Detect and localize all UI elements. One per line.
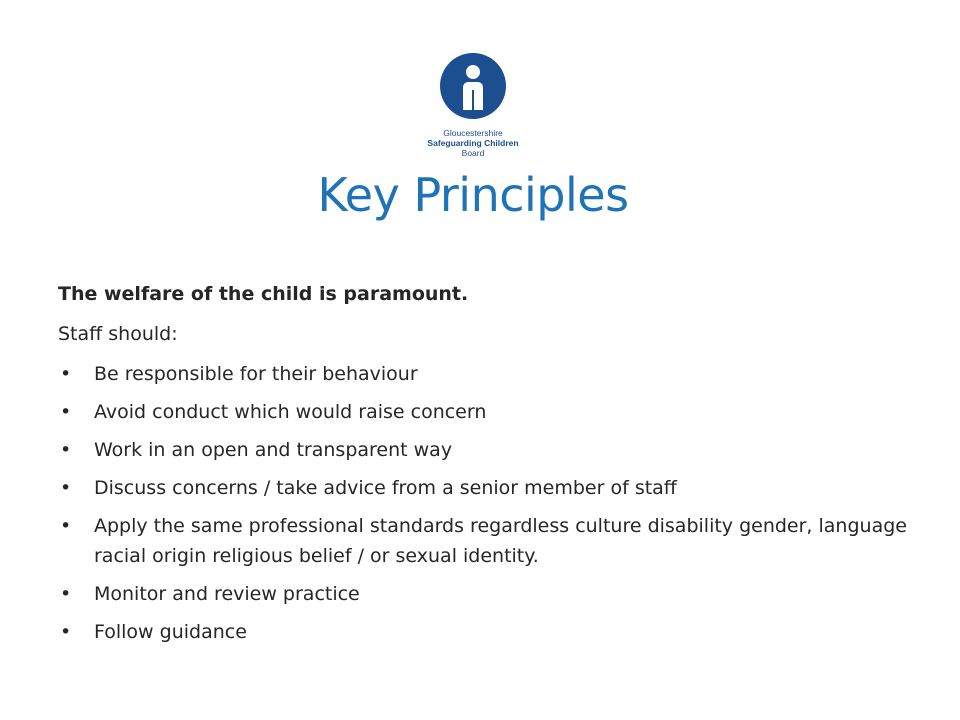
bullet-item (58, 617, 918, 647)
bullet-item (58, 473, 918, 503)
slide-title: Key Principles (317, 168, 629, 222)
slide-body (58, 280, 918, 655)
bullet-icon: • (60, 515, 72, 537)
bullet-icon: • (60, 621, 72, 643)
bullet-item (58, 359, 918, 389)
bullet-icon: • (60, 477, 72, 499)
bullet-icon: • (60, 401, 72, 423)
bullet-text: Apply the same professional standards regardless culture disability gender, language racial origin religious belief / or sexual identity. (94, 515, 907, 567)
bullet-icon: • (60, 583, 72, 605)
bullet-text: Avoid conduct which would raise concern (94, 401, 487, 423)
logo-line-2: Safeguarding Children (427, 138, 519, 148)
bullet-text: Monitor and review practice (94, 583, 360, 605)
bullet-item (58, 397, 918, 427)
bullet-item (58, 435, 918, 465)
bullet-item (58, 511, 918, 571)
bullet-text: Be responsible for their behaviour (94, 363, 418, 385)
logo-line-3: Board (461, 148, 485, 158)
bullet-list (58, 359, 918, 647)
lead-statement: The welfare of the child is paramount. (58, 283, 469, 305)
logo-line-1: Gloucestershire (443, 128, 503, 138)
person-in-circle-icon (439, 52, 507, 120)
bullet-icon: • (60, 363, 72, 385)
logo-wordmark (408, 128, 538, 158)
gscb-logo (408, 52, 538, 160)
bullet-icon: • (60, 439, 72, 461)
bullet-item (58, 579, 918, 609)
intro-text: Staff should: (58, 323, 178, 345)
bullet-text: Discuss concerns / take advice from a senior member of staff (94, 477, 677, 499)
bullet-text: Work in an open and transparent way (94, 439, 453, 461)
bullet-text: Follow guidance (94, 621, 247, 643)
